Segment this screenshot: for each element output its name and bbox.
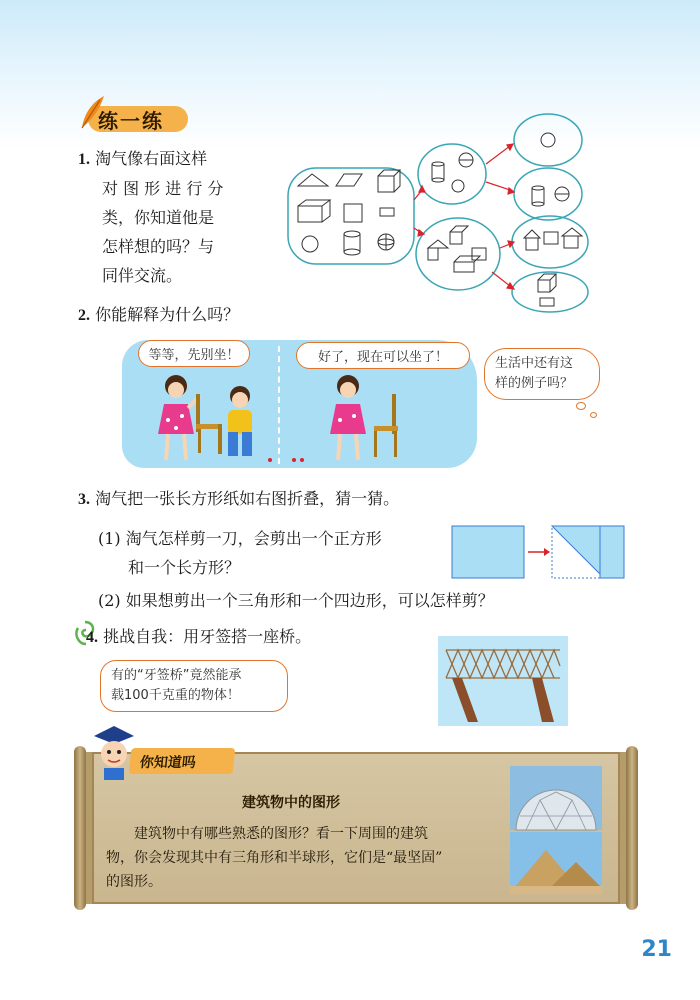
question-1-number: 1. (78, 151, 90, 168)
question-1-line: 类，你知道他是 (102, 208, 215, 227)
question-3-text: 淘气把一张长方形纸如右图折叠，猜一猜。 (95, 489, 400, 508)
buildings-photos (510, 766, 602, 894)
plane-polygon-set (512, 216, 588, 268)
did-you-know-line: 物，你会发现其中有三角形和半球形，它们是“最坚固” (106, 850, 443, 866)
circle-set (514, 114, 582, 166)
question-3-sub-1-line: 和一个长方形？ (128, 558, 241, 577)
scene-divider (278, 346, 280, 464)
all-shapes-set (288, 168, 414, 264)
toothpick-bridge-photo (438, 636, 568, 726)
red-dot (292, 458, 296, 462)
thought-cloud (484, 348, 600, 400)
paper-folding-diagram (450, 524, 630, 580)
question-3-sub-2: (2) 如果想剪出一个三角形和一个四边形，可以怎样剪？ (98, 591, 494, 610)
question-3 (78, 484, 638, 514)
question-1-line: 淘气像右面这样 (95, 149, 208, 168)
question-3-sub-1 (98, 524, 438, 582)
question-1-line: 怎样想的吗？与 (102, 237, 215, 256)
scroll-roll-left (74, 746, 86, 910)
girl-figure-right (318, 372, 378, 466)
did-you-know-badge (129, 748, 236, 774)
question-1 (78, 144, 268, 290)
question-1-line: 对 图 形 进 行 分 (102, 179, 224, 198)
question-4-number: 4. (86, 629, 98, 646)
thought-dot (590, 412, 597, 418)
flat-face-shapes-set (416, 218, 500, 290)
red-dot (300, 458, 304, 462)
chair-right (372, 394, 412, 464)
question-1-line: 同伴交流。 (102, 266, 183, 285)
section-title: 练一练 (98, 109, 164, 133)
question-3-sub-1-line: (1) 淘气怎样剪一刀，会剪出一个正方形 (98, 529, 382, 548)
thought-cloud-line: 样的例子吗？ (495, 376, 574, 391)
question-2-number: 2. (78, 307, 90, 324)
toothpick-bridge-bubble-line: 有的“牙签桥”竟然能承 (111, 668, 242, 683)
round-shapes-set (418, 144, 486, 204)
thought-cloud-line: 生活中还有这 (495, 356, 574, 371)
did-you-know-title: 建筑物中的图形 (242, 795, 340, 811)
speech-bubble-sit: 好了，现在可以坐了！ (296, 342, 470, 369)
toothpick-bridge-bubble-line: 载100千克重的物体！ (111, 688, 240, 703)
question-3-number: 3. (78, 491, 90, 508)
question-2-text: 你能解释为什么吗？ (95, 305, 240, 324)
did-you-know-badge-text: 你知道吗 (138, 755, 197, 771)
did-you-know-body (106, 822, 516, 894)
did-you-know-panel (82, 752, 630, 904)
question-2 (78, 300, 478, 330)
page-number: 21 (641, 937, 672, 962)
chair-and-boy-left (188, 384, 268, 464)
question-4 (86, 622, 426, 652)
did-you-know-line: 的图形。 (106, 874, 162, 890)
shape-classification-diagram (282, 112, 602, 314)
thought-dot (576, 402, 586, 410)
question-4-text: 挑战自我：用牙签搭一座桥。 (103, 627, 312, 646)
speech-bubble-wait: 等等，先别坐！ (138, 340, 250, 367)
did-you-know-line: 建筑物中有哪些熟悉的图形？看一下周围的建筑 (134, 826, 428, 842)
section-header (78, 100, 188, 136)
solid-round-set (514, 168, 582, 220)
red-dot (268, 458, 272, 462)
scroll-roll-right (626, 746, 638, 910)
toothpick-bridge-bubble (100, 660, 288, 712)
